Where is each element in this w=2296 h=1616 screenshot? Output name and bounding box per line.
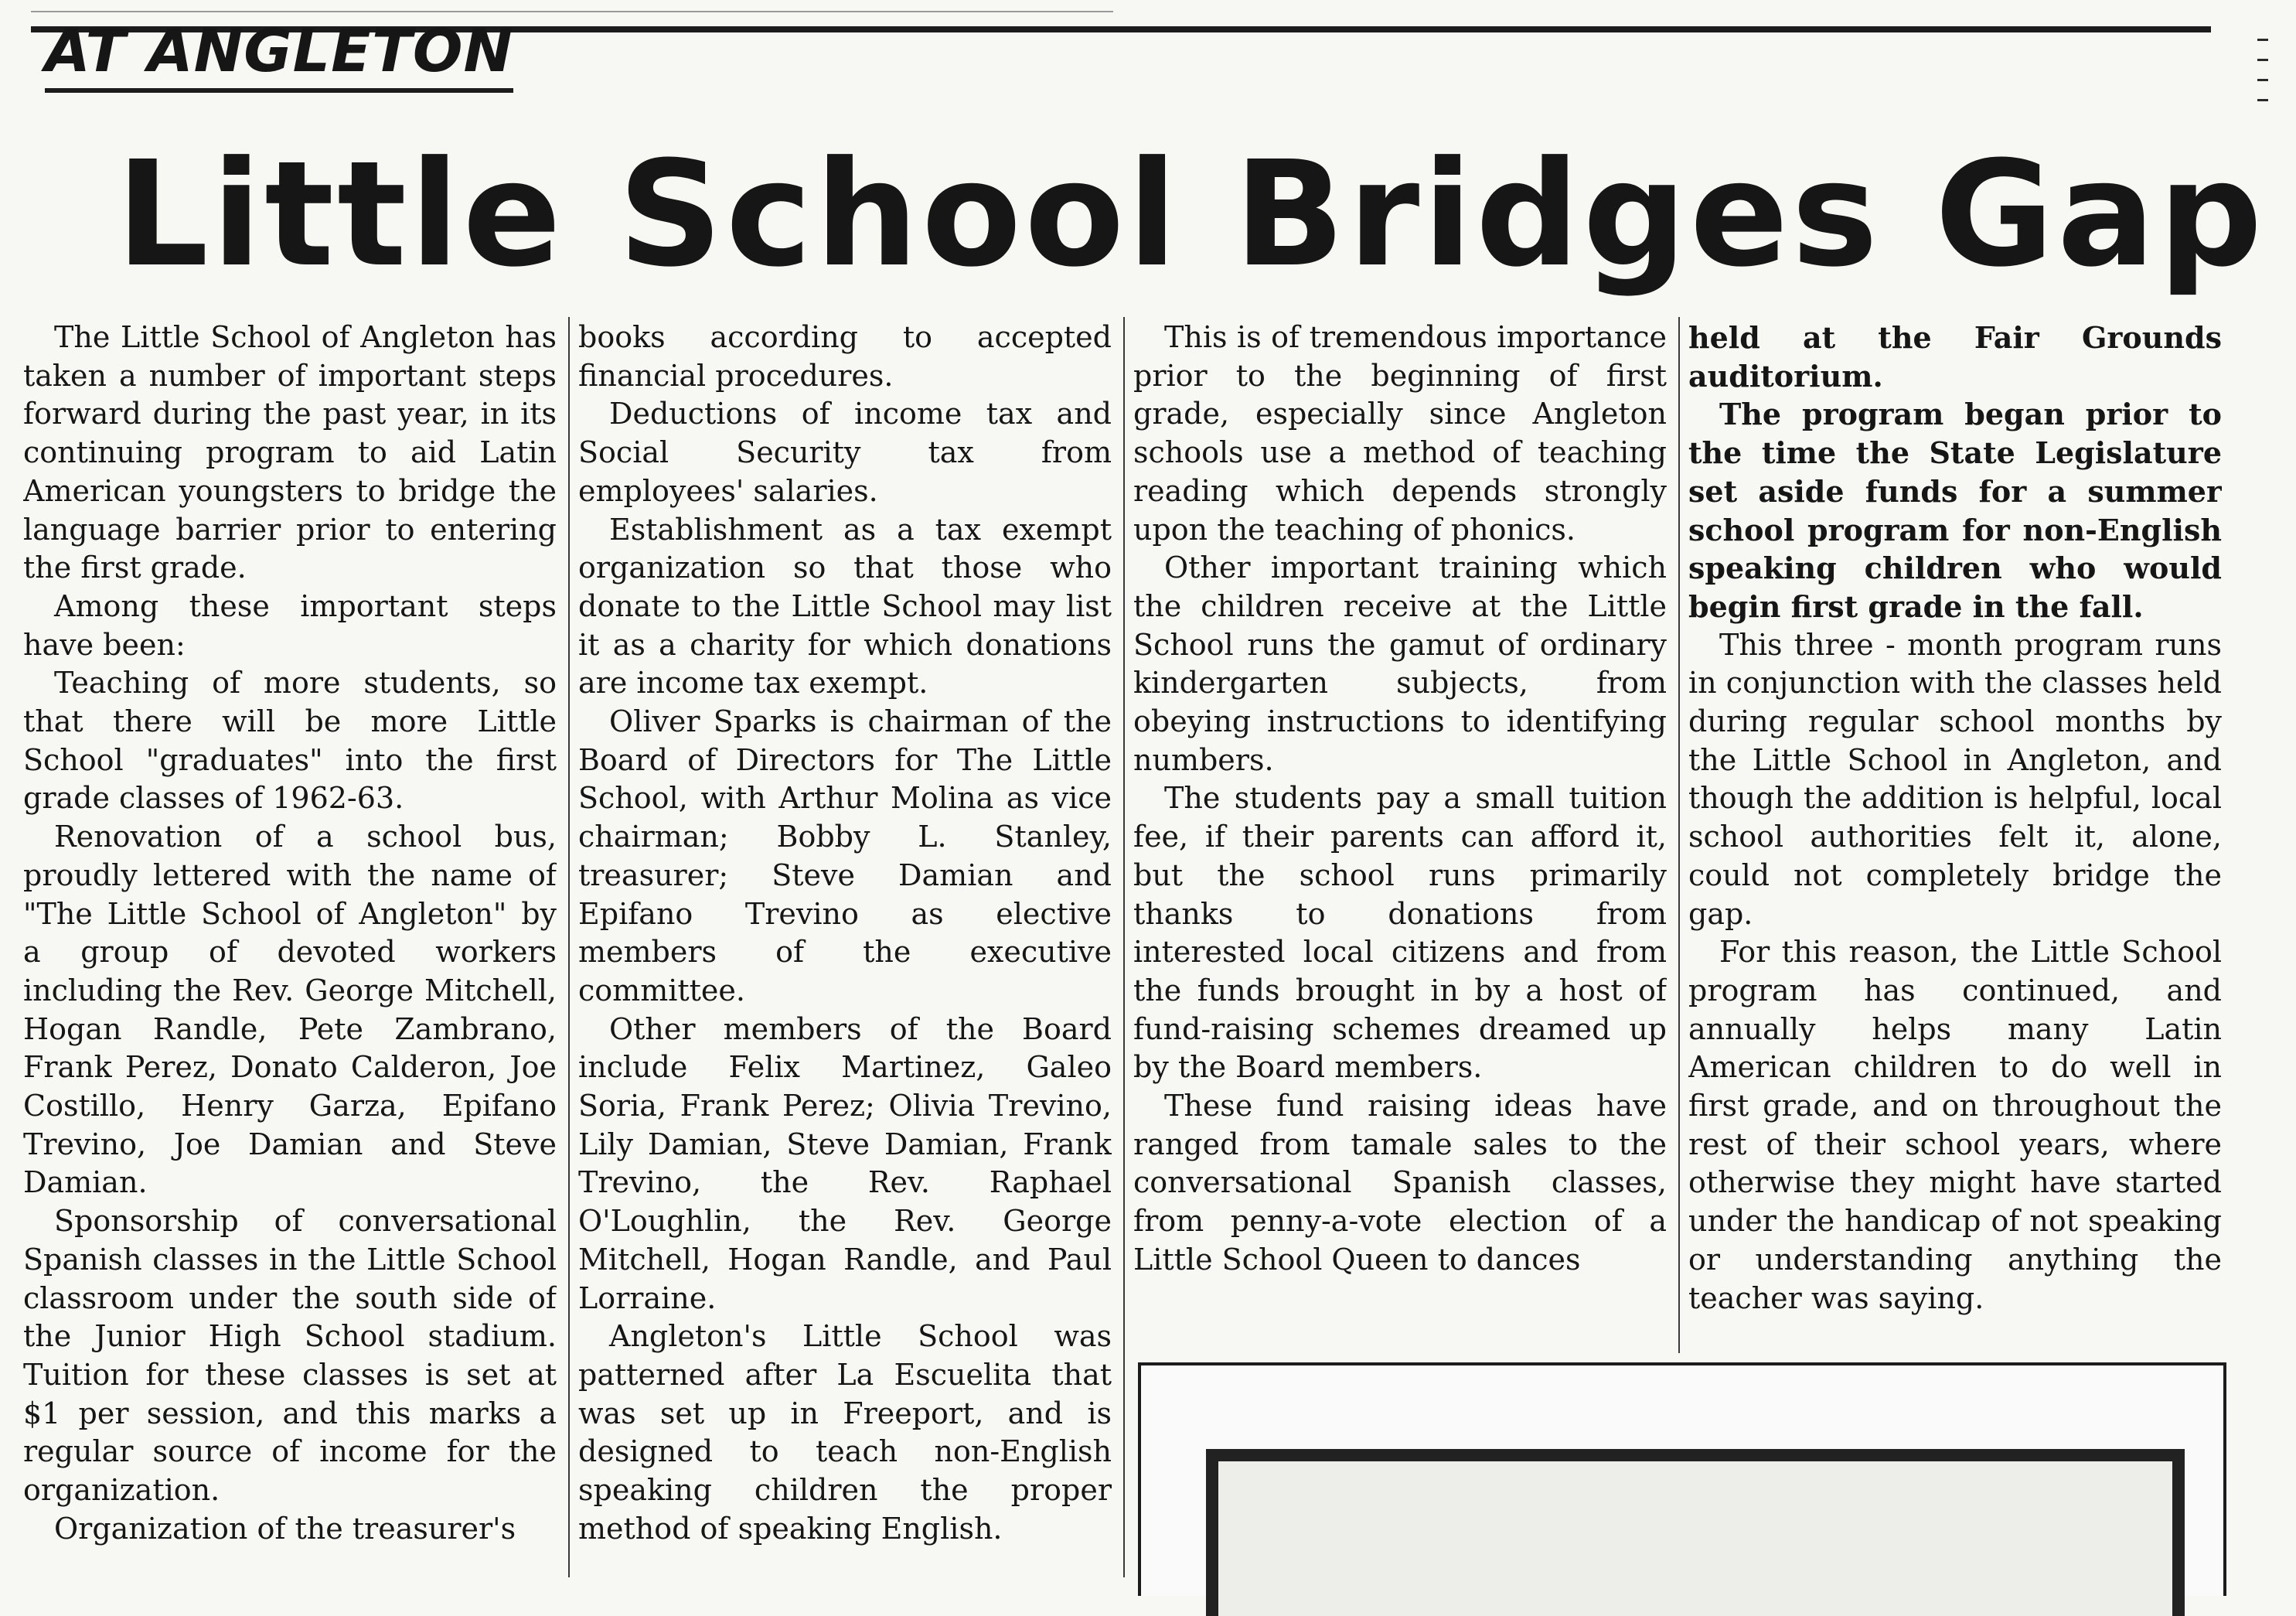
paragraph: Oliver Sparks is chairman of the Board of Directors for The Little School, with Arthur Molina as vice chairman; Bobby L. Stanley, treasurer; Steve Damian and Epifano Trevino as elective members of the executive committee. <box>578 704 1112 1007</box>
paragraph: Establishment as a tax exempt organization so that those who donate to the Little School may list it as a charity for which donations are income tax exempt. <box>578 512 1112 701</box>
paragraph: For this reason, the Little School program has continued, and annually helps many Latin American children to do well in first grade, and on throughout the rest of their school years, where otherwise they might have started under the handicap of not speaking or understanding anything the teacher was saying. <box>1688 935 2222 1315</box>
margin-ticks <box>2253 31 2273 124</box>
kicker: AT ANGLETON <box>45 22 513 93</box>
photo <box>1206 1449 2185 1616</box>
paragraph: The program began prior to the time the State Legislature set aside funds for a summer school program for non-English speaking children who would begin first grade in the fall. <box>1688 397 2222 624</box>
paragraph: Organization of the treasurer's <box>54 1511 516 1546</box>
top-thin-rule <box>31 11 1113 12</box>
paragraph: This three - month program runs in conjunction with the classes held during regular school months by the Little School in Angleton, and though the addition is helpful, local school authorities felt it, alone, could not completely bridge the gap. <box>1688 627 2222 931</box>
paragraph: Other important training which the children receive at the Little School runs the gamut of ordinary kindergarten subjects, from obeying instructions to identifying numbers. <box>1133 551 1667 777</box>
paragraph: Sponsorship of conversational Spanish classes in the Little School classroom under the south side of the Junior High School stadium. Tuition for these classes is set at $1 per session, and this marks a regular source of income for the organization. <box>23 1204 557 1508</box>
paragraph: Among these important steps have been: <box>23 588 557 662</box>
paragraph: books according to accepted financial procedures. <box>578 320 1112 393</box>
paragraph: Angleton's Little School was patterned after La Escuelita that was set up in Freeport, and is designed to teach non-English speaking children the proper method of speaking English. <box>578 1319 1112 1546</box>
paragraph: This is of tremendous importance prior to the beginning of first grade, especially since Angleton schools use a method of teaching reading which depends strongly upon the teaching of phonics. <box>1133 320 1667 547</box>
headline: Little School Bridges Gap <box>116 130 2266 299</box>
column-rule <box>1123 317 1125 1577</box>
paragraph: Renovation of a school bus, proudly lettered with the name of "The Little School of Angleton" by a group of devoted workers including the Rev. George Mitchell, Hogan Randle, Pete Zambrano, Frank Perez, Donato Calderon, Joe Costillo, Henry Garza, Epifano Trevino, Joe Damian and Steve Damian. <box>23 820 557 1200</box>
paragraph: Deductions of income tax and Social Security tax from employees' salaries. <box>578 397 1112 508</box>
paragraph: These fund raising ideas have ranged from tamale sales to the conversational Spanish classes, from penny-a-vote election of a Little School Queen to dances <box>1133 1089 1667 1277</box>
paragraph: The students pay a small tuition fee, if their parents can afford it, but the school runs primarily thanks to donations from interested local citizens and from the funds brought in by a host of fund-raising schemes dreamed up by the Board members. <box>1133 781 1667 1085</box>
photo-frame <box>1138 1362 2226 1596</box>
paragraph: Teaching of more students, so that there will be more Little School "graduates" into the first grade classes of 1962-63. <box>23 666 557 816</box>
column-rule <box>568 317 570 1577</box>
column-rule <box>1678 317 1680 1353</box>
column-4 <box>1688 319 2222 1355</box>
paragraph: Other members of the Board include Felix Martinez, Galeo Soria, Frank Perez; Olivia Trevino, Lily Damian, Steve Damian, Frank Trevino, the Rev. Raphael O'Loughlin, the Rev. George Mitchell, Hogan Randle, and Paul Lorraine. <box>578 1011 1112 1315</box>
column-1 <box>23 319 557 1579</box>
paragraph: The Little School of Angleton has taken a number of important steps forward during the past year, in its continuing program to aid Latin American youngsters to bridge the language barrier prior to entering the first grade. <box>23 320 557 585</box>
paragraph: held at the Fair Grounds auditorium. <box>1688 320 2222 394</box>
column-3 <box>1133 319 1667 1355</box>
column-2 <box>578 319 1112 1579</box>
